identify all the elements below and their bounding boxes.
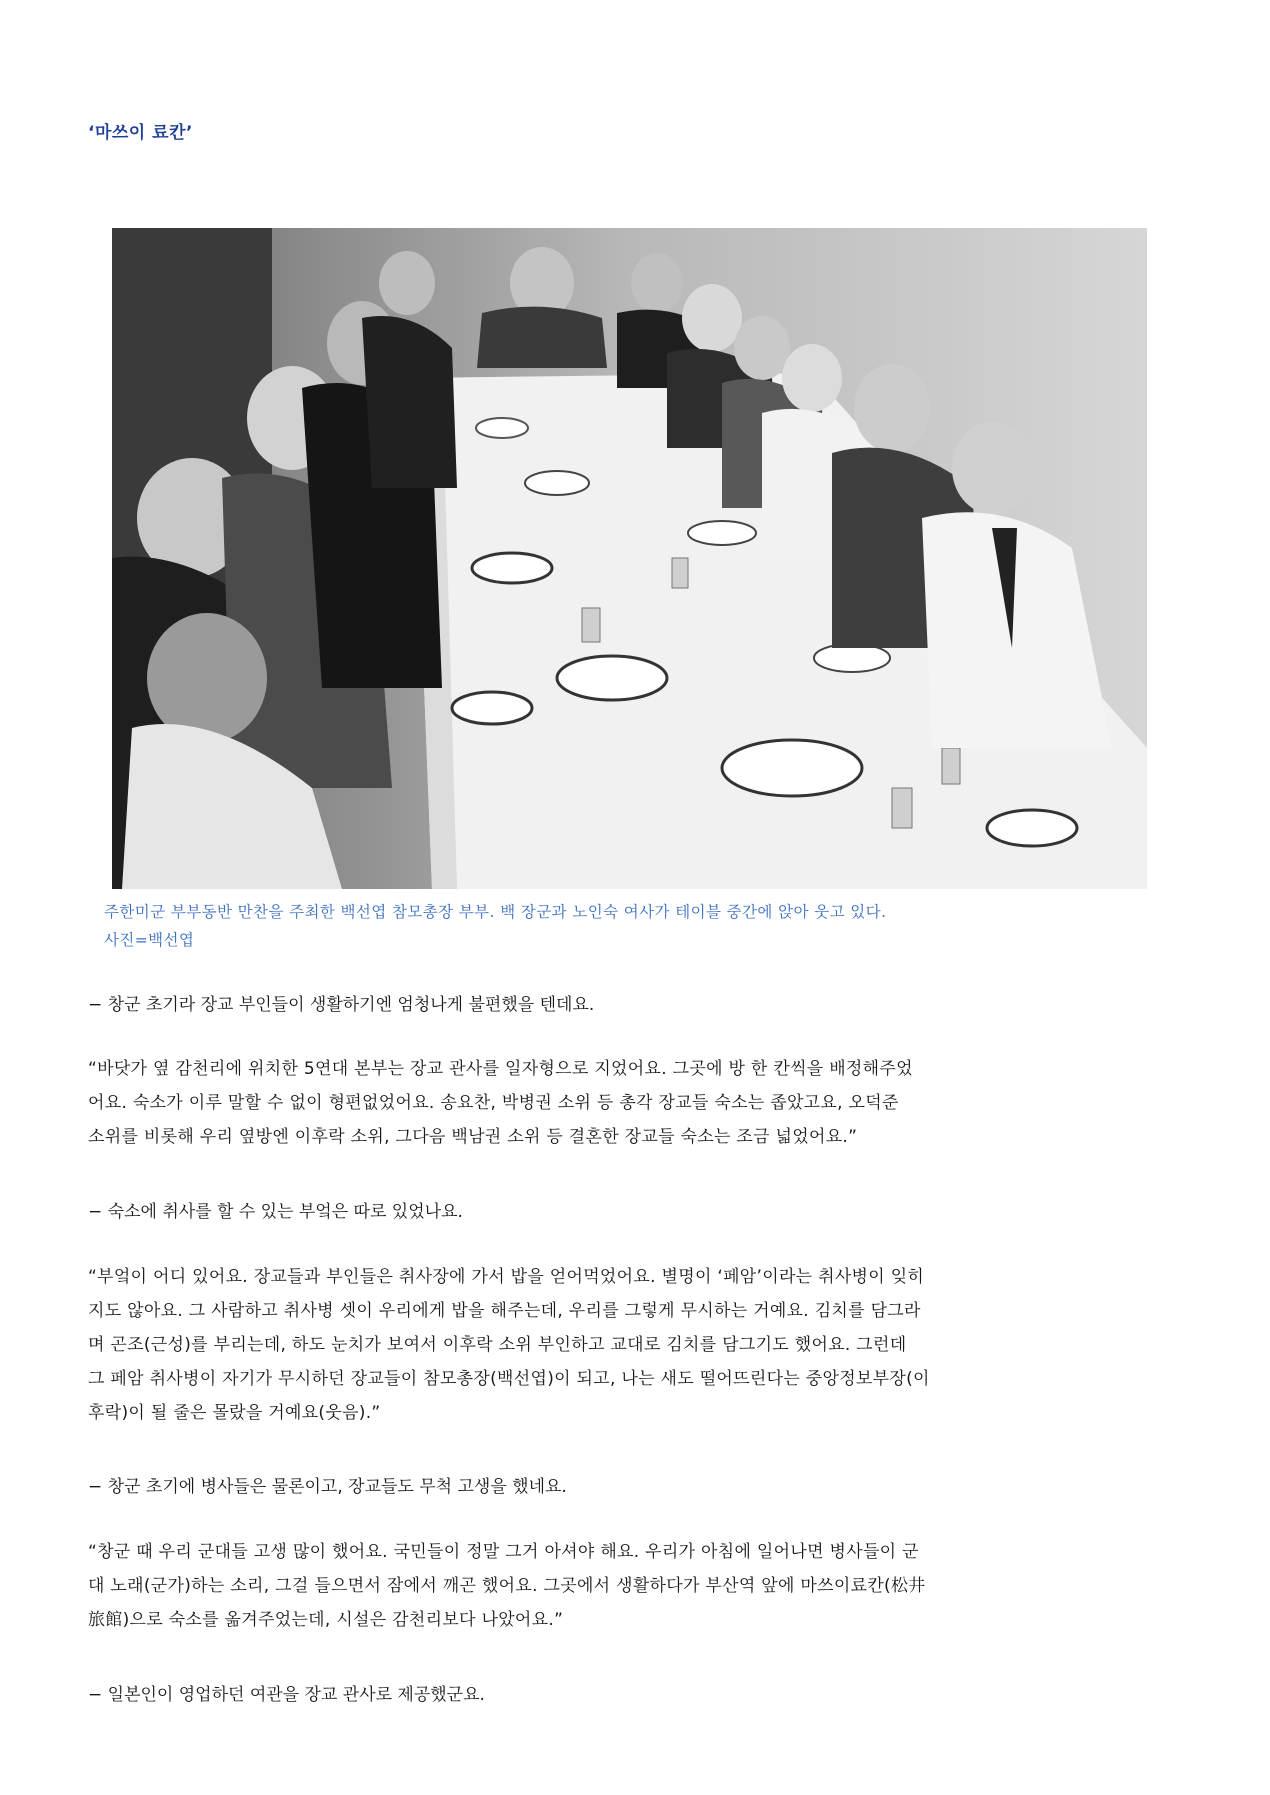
section-title: ‘마쓰이 료칸’ [88, 123, 193, 143]
answer-line: 후락)이 될 줄은 몰랐을 거예요(웃음).” [88, 1403, 381, 1423]
answer-line: “창군 때 우리 군대들 고생 많이 했어요. 국민들이 정말 그거 아셔야 해요. 우리가 아침에 일어나면 병사들이 군 [88, 1542, 919, 1562]
answer-line: 며 곤조(근성)를 부리는데, 하도 눈치가 보여서 이후락 소위 부인하고 교대로 김치를 담그기도 했어요. 그런데 [88, 1335, 907, 1355]
photo-dinner-party-icon [112, 228, 1147, 889]
answer-line: 지도 않아요. 그 사람하고 취사병 셋이 우리에게 밥을 해주는데, 우리를 그렇게 무시하는 거예요. 김치를 담그라 [88, 1301, 921, 1321]
answer-1 [88, 1052, 1178, 1154]
photo-caption [104, 898, 1174, 954]
answer-line: 소위를 비롯해 우리 옆방엔 이후락 소위, 그다음 백남권 소위 등 결혼한 장교들 숙소는 조금 넓었어요.” [88, 1127, 858, 1147]
answer-line: 대 노래(군가)하는 소리, 그걸 들으면서 잠에서 깨곤 했어요. 그곳에서 생활하다가 부산역 앞에 마쓰이료칸(松井 [88, 1576, 926, 1596]
caption-credit: 사진=백선엽 [104, 931, 195, 949]
question-3: − 창군 초기에 병사들은 물론이고, 장교들도 무척 고생을 했네요. [88, 1477, 567, 1497]
question-1: − 창군 초기라 장교 부인들이 생활하기엔 엄청나게 불편했을 텐데요. [88, 995, 595, 1015]
question-4: − 일본인이 영업하던 여관을 장교 관사로 제공했군요. [88, 1685, 485, 1705]
answer-2 [88, 1260, 1178, 1430]
answer-3 [88, 1535, 1178, 1637]
answer-line: 어요. 숙소가 이루 말할 수 없이 형편없었어요. 송요찬, 박병권 소위 등 총각 장교들 숙소는 좁았고요, 오덕준 [88, 1093, 899, 1113]
answer-line: “바닷가 옆 감천리에 위치한 5연대 본부는 장교 관사를 일자형으로 지었어요. 그곳에 방 한 칸씩을 배정해주었 [88, 1059, 913, 1079]
answer-line: 그 페암 취사병이 자기가 무시하던 장교들이 참모총장(백선엽)이 되고, 나는 새도 떨어뜨린다는 중앙정보부장(이 [88, 1369, 930, 1389]
question-2: − 숙소에 취사를 할 수 있는 부엌은 따로 있었나요. [88, 1202, 463, 1222]
answer-line: “부엌이 어디 있어요. 장교들과 부인들은 취사장에 가서 밥을 얻어먹었어요. 별명이 ‘페암’이라는 취사병이 잊히 [88, 1267, 925, 1287]
answer-line: 旅館)으로 숙소를 옮겨주었는데, 시설은 감천리보다 나았어요.” [88, 1610, 564, 1630]
caption-line: 주한미군 부부동반 만찬을 주최한 백선엽 참모총장 부부. 백 장군과 노인숙 여사가 테이블 중간에 앉아 웃고 있다. [104, 903, 887, 921]
